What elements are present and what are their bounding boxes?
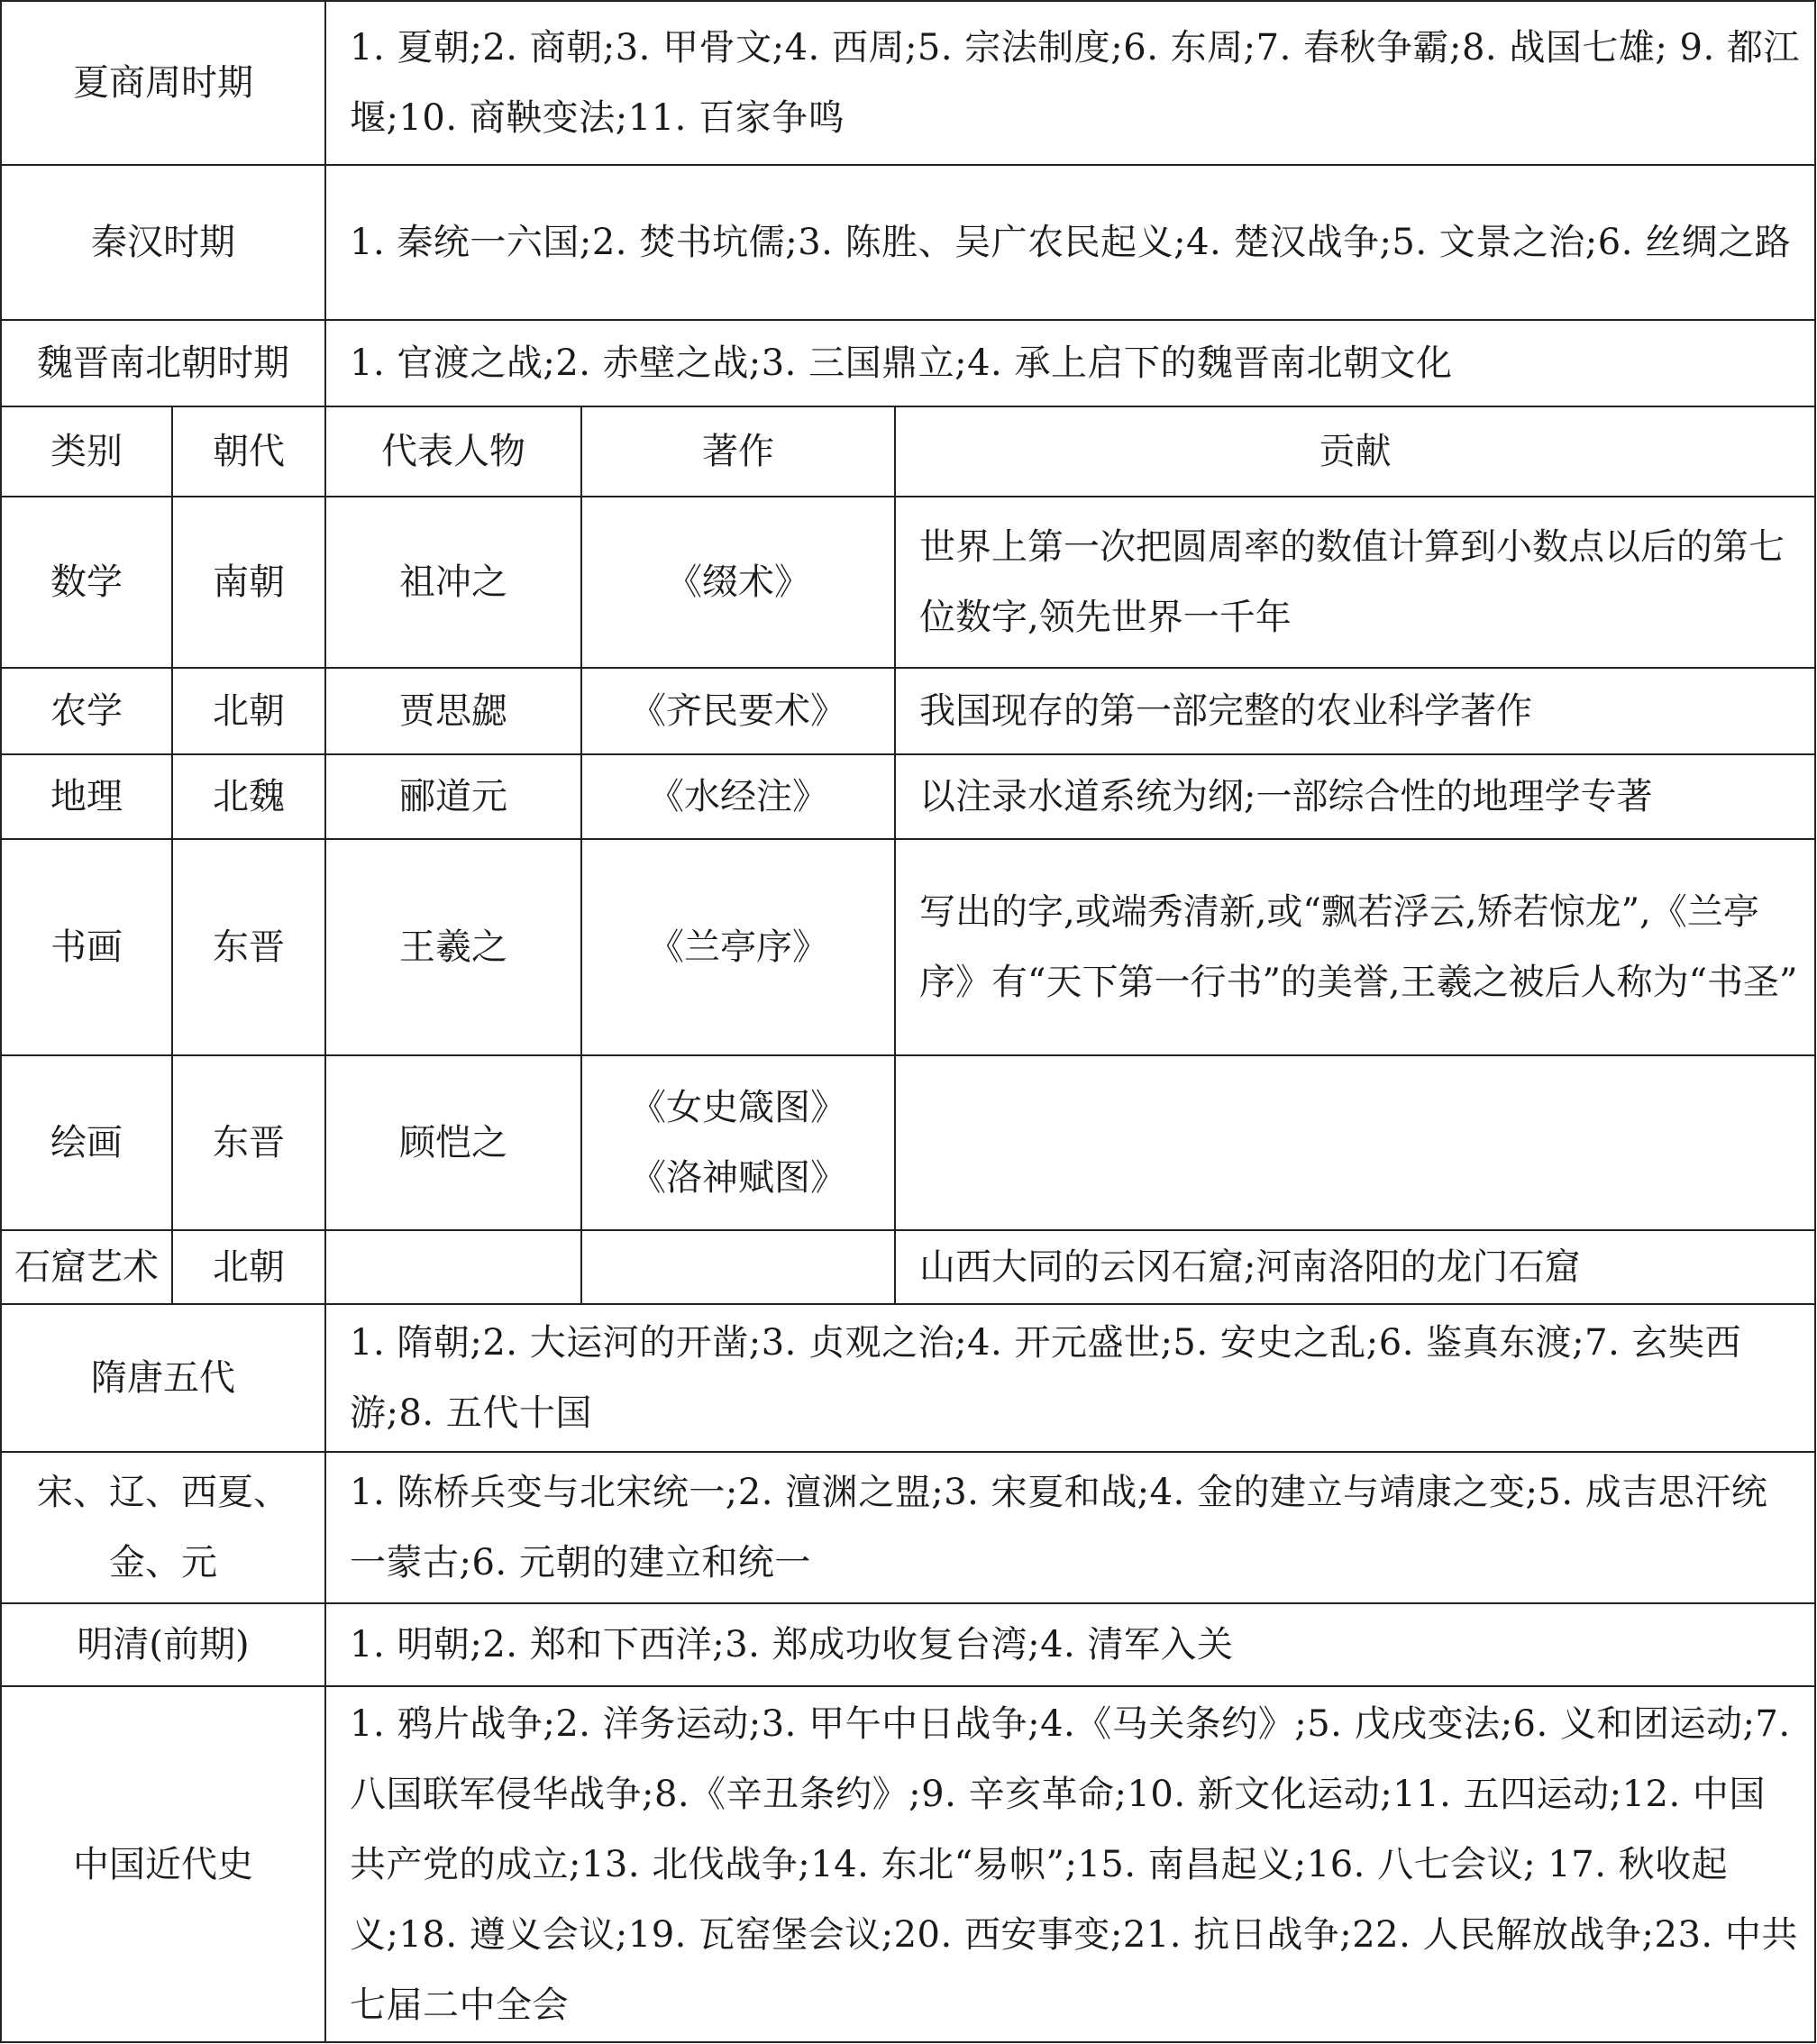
culture-row-agriculture [1,668,1815,754]
culture-contribution: 世界上第一次把圆周率的数值计算到小数点以后的第七位数字,领先世界一千年 [895,497,1815,668]
period-content: 1. 官渡之战;2. 赤壁之战;3. 三国鼎立;4. 承上启下的魏晋南北朝文化 [325,320,1815,406]
culture-category: 书画 [1,839,172,1055]
culture-category: 农学 [1,668,172,754]
culture-person: 祖冲之 [325,497,581,668]
period-content: 1. 鸦片战争;2. 洋务运动;3. 甲午中日战争;4.《马关条约》;5. 戊戌变法;6. 义和团运动;7. 八国联军侵华战争;8.《辛丑条约》;9. 辛亥革命;10. 新文化运动;11. 五四运动;12. 中国共产党的成立;13. 北伐战争;14. 东北“易帜”;15. 南昌起义;16. 八七会议; 17. 秋收起义;18. 遵义会议;19. 瓦窑堡会议;20. 西安事变;21. 抗日战争;22. 人民解放战争;23. 中共七届二中全会 [325,1686,1815,2042]
culture-category: 绘画 [1,1055,172,1230]
culture-work: 《齐民要术》 [581,668,895,754]
period-label: 魏晋南北朝时期 [1,320,325,406]
header-dynasty: 朝代 [172,406,325,497]
row-xia-shang-zhou [1,1,1815,165]
period-label: 隋唐五代 [1,1304,325,1452]
culture-contribution: 写出的字,或端秀清新,或“飘若浮云,矫若惊龙”,《兰亭序》有“天下第一行书”的美誉,王羲之被后人称为“书圣” [895,839,1815,1055]
culture-dynasty: 南朝 [172,497,325,668]
culture-work: 《水经注》 [581,754,895,839]
culture-row-geography [1,754,1815,839]
period-content: 1. 夏朝;2. 商朝;3. 甲骨文;4. 西周;5. 宗法制度;6. 东周;7. 春秋争霸;8. 战国七雄; 9. 都江堰;10. 商鞅变法;11. 百家争鸣 [325,1,1815,165]
culture-work: 《兰亭序》 [581,839,895,1055]
culture-category: 数学 [1,497,172,668]
period-label: 明清(前期) [1,1603,325,1686]
culture-dynasty: 东晋 [172,839,325,1055]
culture-person: 贾思勰 [325,668,581,754]
culture-person: 郦道元 [325,754,581,839]
header-category: 类别 [1,406,172,497]
culture-dynasty: 北魏 [172,754,325,839]
period-content: 1. 隋朝;2. 大运河的开凿;3. 贞观之治;4. 开元盛世;5. 安史之乱;6. 鉴真东渡;7. 玄奘西游;8. 五代十国 [325,1304,1815,1452]
culture-work [581,1055,895,1230]
period-content: 1. 陈桥兵变与北宋统一;2. 澶渊之盟;3. 宋夏和战;4. 金的建立与靖康之变;5. 成吉思汗统一蒙古;6. 元朝的建立和统一 [325,1452,1815,1603]
period-label: 夏商周时期 [1,1,325,165]
row-qin-han [1,165,1815,320]
row-modern-history [1,1686,1815,2042]
culture-category: 地理 [1,754,172,839]
header-work: 著作 [581,406,895,497]
culture-dynasty: 东晋 [172,1055,325,1230]
work-title: 《女史箴图》 [630,1087,846,1128]
culture-person: 顾恺之 [325,1055,581,1230]
row-ming-qing [1,1603,1815,1686]
period-label [1,1452,325,1603]
period-label: 秦汉时期 [1,165,325,320]
culture-contribution: 我国现存的第一部完整的农业科学著作 [895,668,1815,754]
culture-work: 《缀术》 [581,497,895,668]
row-sui-tang [1,1304,1815,1452]
culture-dynasty: 北朝 [172,1230,325,1304]
culture-row-calligraphy [1,839,1815,1055]
period-content: 1. 秦统一六国;2. 焚书坑儒;3. 陈胜、吴广农民起义;4. 楚汉战争;5. 文景之治;6. 丝绸之路 [325,165,1815,320]
culture-work [581,1230,895,1304]
culture-contribution [895,1055,1815,1230]
culture-row-math [1,497,1815,668]
period-label: 中国近代史 [1,1686,325,2042]
header-contribution: 贡献 [895,406,1815,497]
culture-person: 王羲之 [325,839,581,1055]
culture-contribution: 山西大同的云冈石窟;河南洛阳的龙门石窟 [895,1230,1815,1304]
header-person: 代表人物 [325,406,581,497]
culture-row-grotto-art [1,1230,1815,1304]
culture-contribution: 以注录水道系统为纲;一部综合性的地理学专著 [895,754,1815,839]
row-wei-jin [1,320,1815,406]
period-content: 1. 明朝;2. 郑和下西洋;3. 郑成功收复台湾;4. 清军入关 [325,1603,1815,1686]
culture-dynasty: 北朝 [172,668,325,754]
period-label-line: 宋、辽、西夏、 [37,1472,289,1513]
culture-row-painting [1,1055,1815,1230]
period-label-line: 金、元 [109,1542,217,1583]
culture-header-row [1,406,1815,497]
culture-person [325,1230,581,1304]
row-song-yuan [1,1452,1815,1603]
work-title: 《洛神赋图》 [630,1157,846,1199]
culture-category: 石窟艺术 [1,1230,172,1304]
